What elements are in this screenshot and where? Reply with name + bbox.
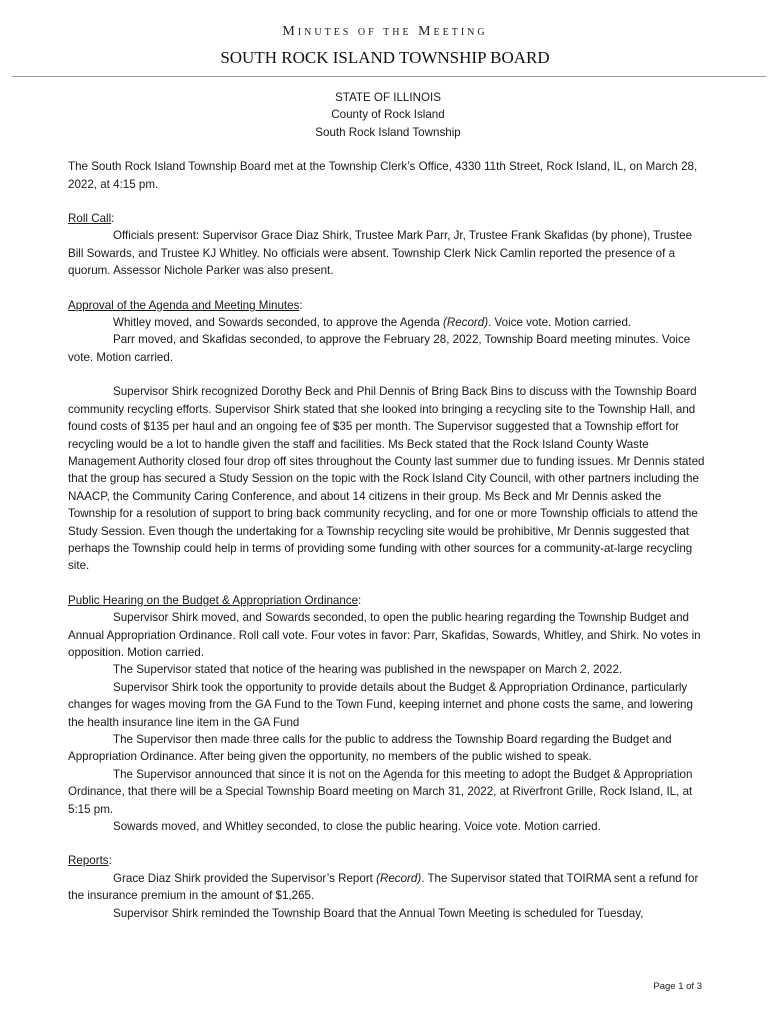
heading-colon: : [108, 854, 112, 868]
reports-supervisor-text: Grace Diaz Shirk provided the Supervisor’s Report [113, 871, 377, 885]
spacer [68, 141, 708, 158]
heading-colon: : [299, 298, 303, 312]
heading-colon: : [358, 593, 362, 607]
document-kicker: Minutes of the Meeting [282, 24, 488, 39]
approval-agenda-result: . Voice vote. Motion carried. [488, 316, 632, 330]
public-hearing-notice-paragraph: The Supervisor stated that notice of the hearing was published in the newspaper on March 2, 2022. [113, 663, 623, 677]
roll-call-heading-line [68, 210, 708, 227]
spacer [68, 280, 708, 297]
public-hearing-calls-paragraph: The Supervisor then made three calls for the public to address the Township Board regarding the Budget and Appropriation Ordinance. After being given the opportunity, no members of the public wished to speak. [68, 733, 672, 764]
public-hearing-open-paragraph: Supervisor Shirk moved, and Sowards seconded, to open the public hearing regarding the Township Budget and Annual Appropriation Ordinance. Roll call vote. Four votes in favor: Parr, Skafidas, Sowards, Whitley, and Shirk. No votes in opposition. Motion carried. [68, 611, 701, 659]
record-reference: (Record) [443, 316, 489, 330]
reports-supervisor-result: . The Supervisor stated that TOIRMA sent a refund for the insurance premium in the amount of $1,265. [68, 871, 699, 903]
page-number: Page 1 of 3 [653, 981, 702, 992]
spacer [68, 193, 708, 210]
reports-annual-meeting-paragraph: Supervisor Shirk reminded the Township Board that the Annual Town Meeting is scheduled for Tuesday, [113, 906, 644, 920]
reports-heading-line [68, 852, 708, 869]
reports-heading: Reports [68, 854, 109, 868]
approval-agenda-paragraph [68, 314, 708, 331]
header-divider [12, 76, 766, 77]
roll-call-heading: Roll Call [68, 212, 112, 226]
approval-minutes-paragraph: Parr moved, and Skafidas seconded, to approve the February 28, 2022, Township Board meeting minutes. Voice vote. Motion carried. [68, 333, 691, 364]
document-body [68, 89, 708, 922]
roll-call-paragraph: Officials present: Supervisor Grace Diaz Shirk, Trustee Mark Parr, Jr, Trustee Frank Skafidas (by phone), Trustee Bill Sowards, and Trustee KJ Whitley. No officials were absent. Township Clerk Nick Camlin reported the presence of a quorum. Assessor Nichole Parker was also present. [68, 229, 693, 278]
approval-agenda-text: Whitley moved, and Sowards seconded, to approve the Agenda [113, 316, 443, 330]
public-hearing-close-paragraph: Sowards moved, and Whitley seconded, to close the public hearing. Voice vote. Motion carried. [113, 820, 601, 834]
spacer [68, 575, 708, 592]
heading-colon: : [111, 212, 115, 226]
address-line-township: South Rock Island Township [315, 125, 461, 139]
document-title: SOUTH ROCK ISLAND TOWNSHIP BOARD [220, 48, 550, 67]
reports-supervisor-paragraph [68, 870, 708, 905]
public-hearing-special-meeting-paragraph: The Supervisor announced that since it is not on the Agenda for this meeting to adopt the Budget & Appropriation Ordinance, that there will be a Special Township Board meeting on March 31, 2022, at Riverfront Grille, Rock Island, IL, at 5:15 pm. [68, 767, 693, 816]
address-line-state: STATE OF ILLINOIS [335, 91, 441, 104]
public-hearing-heading-line [68, 592, 708, 609]
recycling-paragraph: Supervisor Shirk recognized Dorothy Beck and Phil Dennis of Bring Back Bins to discuss with the Township Board community recycling efforts. Supervisor Shirk stated that she looked into bringing a recycling site to the Township Hall, and found costs of $135 per haul and an ongoing fee of $35 per month. The Supervisor suggested that a Township effort for recycling would be a lot to handle given the staff and facilities. Ms Beck stated that the Rock Island County Waste Management Authority closed four drop off sites throughout the County last summer due to funding issues. Mr Dennis stated that the group has secured a Study Session on the topic with the Rock Island City Council, with other partners including the NAACP, the Community Caring Conference, and about 14 citizens in their group. Ms Beck and Mr Dennis asked the Township for a resolution of support to bring back community recycling, and for one or more Township officials to attend the Study Session. Even though the undertaking for a Township recycling site would be prohibitive, Mr Dennis suggested that perhaps the Township could help in terms of providing some funding with other sources for a community-at-large recycling site. [68, 385, 705, 573]
public-hearing-heading: Public Hearing on the Budget & Appropriation Ordinance [68, 593, 359, 607]
approval-heading-line [68, 297, 708, 314]
spacer [68, 366, 708, 383]
address-line-county: County of Rock Island [331, 108, 445, 122]
record-reference: (Record) [376, 871, 422, 885]
intro-paragraph: The South Rock Island Township Board met at the Township Clerk’s Office, 4330 11th Street, Rock Island, IL, on March 28, 2022, at 4:15 pm. [68, 160, 698, 191]
approval-heading: Approval of the Agenda and Meeting Minutes [68, 298, 300, 312]
spacer [68, 835, 708, 852]
public-hearing-details-paragraph: Supervisor Shirk took the opportunity to provide details about the Budget & Appropriation Ordinance, particularly changes for wages moving from the GA Fund to the Town Fund, keeping internet and phone costs the same, and lowering the health insurance line item in the GA Fund [68, 680, 693, 729]
